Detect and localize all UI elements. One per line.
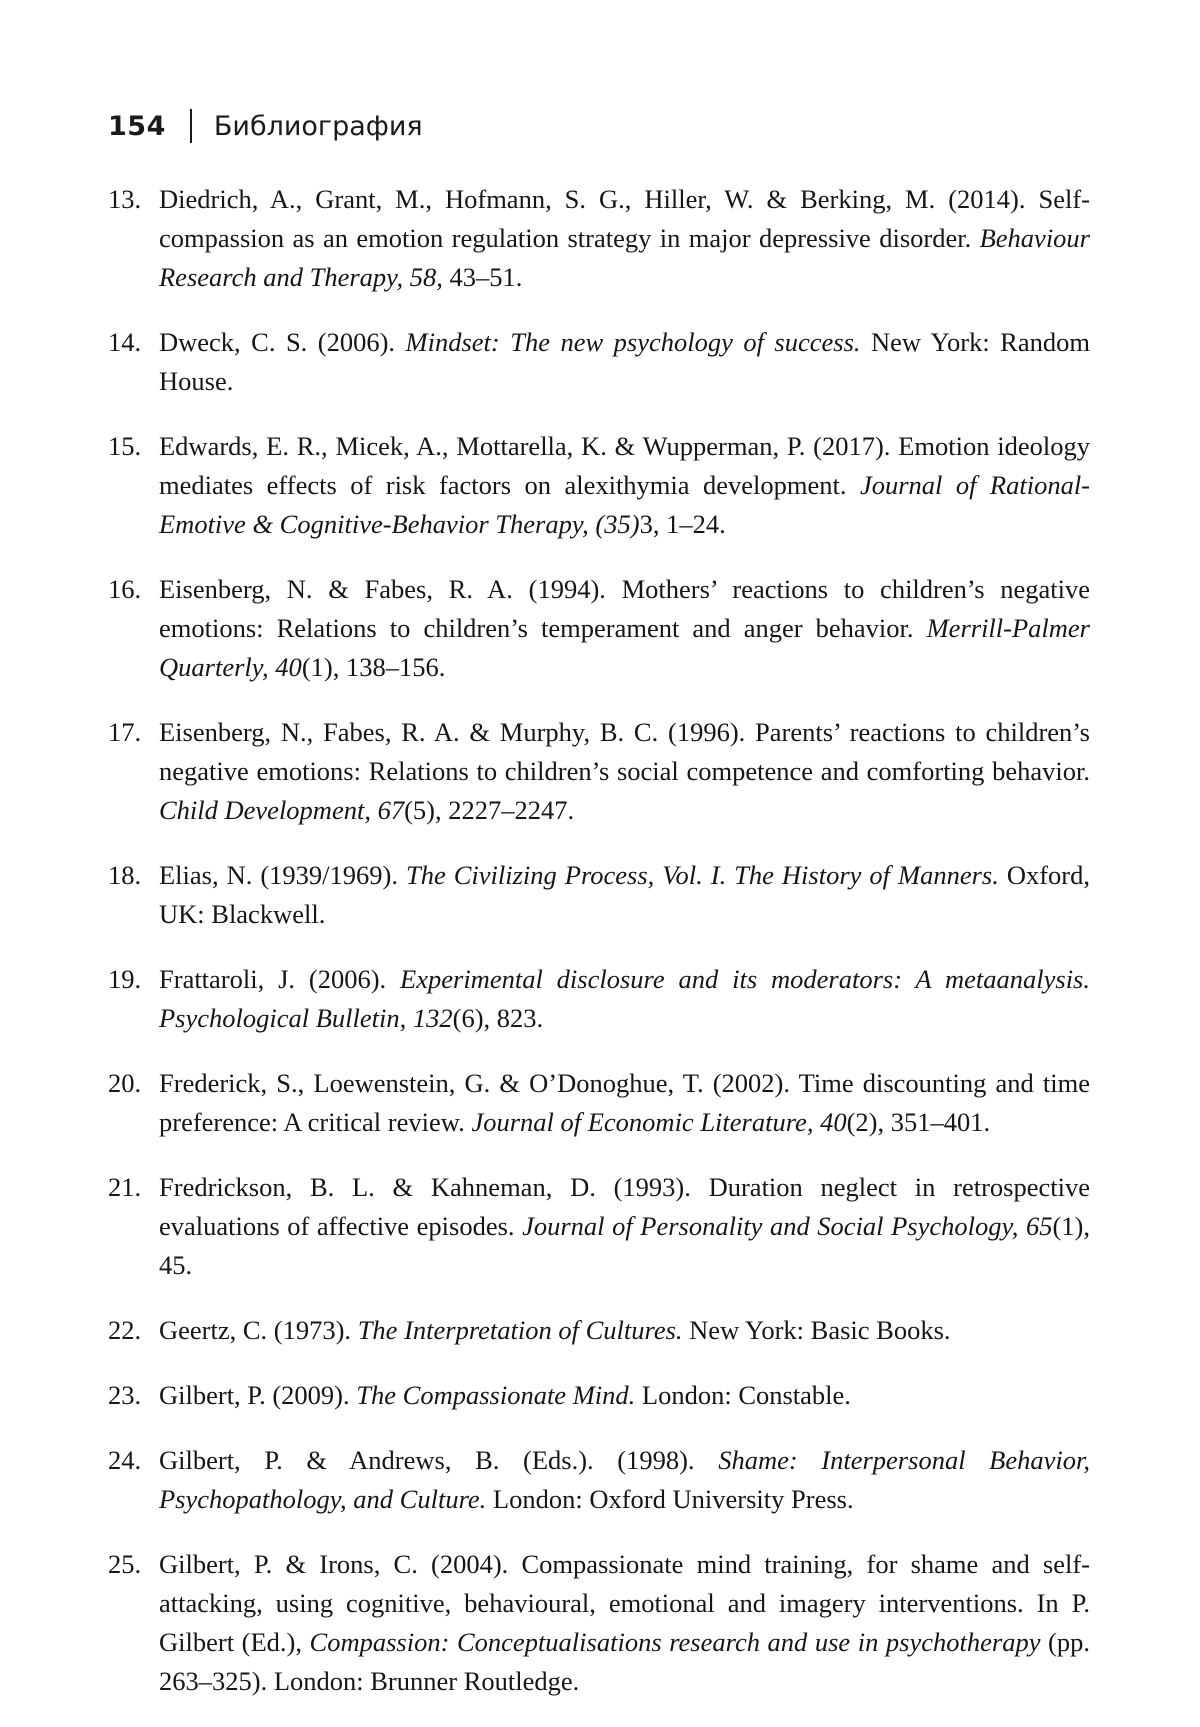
entry-segment: 43–51. (442, 262, 523, 292)
bibliography-entry (0, 1168, 1200, 1285)
entry-text (159, 1376, 1090, 1415)
entry-segment: Geertz, C. (1973). (159, 1315, 358, 1345)
entry-segment: New York: Basic Books. (682, 1315, 951, 1345)
entry-italic-segment: Compassion: Conceptualisations research and use in psychotherapy (309, 1627, 1041, 1657)
entry-text (159, 427, 1090, 544)
entry-number: 21. (108, 1172, 142, 1202)
entry-italic-segment: Experimental disclosure and its moderators: A metaanalysis. Psychological Bulletin, 132 (159, 964, 1090, 1033)
entry-number: 18. (108, 860, 142, 890)
entry-text (159, 960, 1090, 1038)
entry-italic-segment: Journal of Personality and Social Psychology, 65 (522, 1211, 1053, 1241)
bibliography-entry (0, 1441, 1200, 1519)
entry-text (159, 323, 1090, 401)
entry-number: 17. (108, 717, 142, 747)
entry-number: 19. (108, 964, 142, 994)
entry-italic-segment: The Civilizing Process, Vol. I. The History of Manners. (405, 860, 999, 890)
entry-segment: Frederick, S., Loewenstein, G. & O’Donoghue, T. (2002). Time discounting and time preference: A critical review. (159, 1068, 1090, 1137)
bibliography-entry (0, 713, 1200, 830)
entry-segment: (6), 823. (452, 1003, 544, 1033)
entry-segment: (5), 2227–2247. (404, 795, 575, 825)
entry-segment: New York: Random House. (159, 327, 1090, 396)
entry-italic-segment: Child Development, 67 (159, 795, 405, 825)
entry-segment: Gilbert, P. & Andrews, B. (Eds.). (1998). (159, 1445, 719, 1475)
entry-text (159, 856, 1090, 934)
entry-segment: (1), 138–156. (301, 652, 446, 682)
entry-number: 16. (108, 574, 142, 604)
entry-text (159, 1168, 1090, 1285)
entry-segment: (2), 351–401. (846, 1107, 991, 1137)
entry-text (159, 570, 1090, 687)
entry-segment: Frattaroli, J. (2006). (159, 964, 401, 994)
entry-segment: (pp. 263–325). London: Brunner Routledge. (159, 1627, 1090, 1696)
entry-segment: Elias, N. (1939/1969). (159, 860, 406, 890)
entry-segment: Gilbert, P. & Irons, C. (2004). Compassionate mind training, for shame and self-attacking, using cognitive, behavioural, emotional and imagery interventions. In P. Gilbert (Ed.), (159, 1549, 1090, 1657)
entry-segment: London: Oxford University Press. (486, 1484, 854, 1514)
entry-text (159, 713, 1090, 830)
entry-segment: Fredrickson, B. L. & Kahneman, D. (1993). Duration neglect in retrospective evaluations of affective episodes. (159, 1172, 1090, 1241)
entry-number: 20. (108, 1068, 142, 1098)
bibliography-entry (0, 1545, 1200, 1701)
entry-text (159, 1545, 1090, 1701)
bibliography-entry (0, 570, 1200, 687)
entry-segment: (1), 45. (159, 1211, 1091, 1280)
running-head (108, 104, 423, 148)
entry-segment: Diedrich, A., Grant, M., Hofmann, S. G., Hiller, W. & Berking, M. (2014). Self-compassion as an emotion regulation strategy in major depressive disorder. (159, 184, 1090, 253)
bibliography-list (0, 180, 1200, 1727)
entry-number: 15. (108, 431, 142, 461)
entry-segment: Eisenberg, N., Fabes, R. A. & Murphy, B. C. (1996). Parents’ reactions to children’s negative emotions: Relations to children’s social competence and comforting behavior. (159, 717, 1090, 786)
bibliography-entry (0, 1376, 1200, 1415)
entry-segment: Dweck, C. S. (2006). (159, 327, 406, 357)
bibliography-entry (0, 856, 1200, 934)
entry-segment: London: Constable. (635, 1380, 851, 1410)
bibliography-entry (0, 1064, 1200, 1142)
entry-italic-segment: Merrill-Palmer Quarterly, 40 (159, 613, 1090, 682)
entry-number: 13. (108, 184, 142, 214)
entry-text (159, 1441, 1090, 1519)
entry-number: 24. (108, 1445, 142, 1475)
entry-number: 14. (108, 327, 142, 357)
bibliography-entry (0, 180, 1200, 297)
entry-segment: Edwards, E. R., Micek, A., Mottarella, K. & Wupperman, P. (2017). Emotion ideology mediates effects of risk factors on alexithymia development. (159, 431, 1090, 500)
entry-text (159, 1311, 1090, 1350)
bibliography-entry (0, 427, 1200, 544)
entry-text (159, 180, 1090, 297)
entry-number: 23. (108, 1380, 142, 1410)
entry-segment: Oxford, UK: Blackwell. (159, 860, 1090, 929)
entry-italic-segment: Shame: Interpersonal Behavior, Psychopathology, and Culture. (159, 1445, 1091, 1514)
entry-segment: 3, 1–24. (639, 509, 726, 539)
header-divider (190, 109, 192, 143)
page-number: 154 (108, 110, 166, 142)
entry-italic-segment: The Interpretation of Cultures. (357, 1315, 683, 1345)
bibliography-entry (0, 323, 1200, 401)
entry-text (159, 1064, 1090, 1142)
entry-segment: Eisenberg, N. & Fabes, R. A. (1994). Mothers’ reactions to children’s negative emotions: Relations to children’s temperament and anger behavior. (159, 574, 1090, 643)
entry-number: 22. (108, 1315, 142, 1345)
entry-italic-segment: Behaviour Research and Therapy, 58, (159, 223, 1090, 292)
bibliography-entry (0, 1311, 1200, 1350)
section-title: Библиография (213, 110, 423, 142)
entry-italic-segment: Journal of Rational-Emotive & Cognitive-Behavior Therapy, (35) (159, 470, 1091, 539)
entry-segment: Gilbert, P. (2009). (159, 1380, 357, 1410)
bibliography-entry (0, 960, 1200, 1038)
entry-italic-segment: The Compassionate Mind. (356, 1380, 636, 1410)
entry-italic-segment: Journal of Economic Literature, 40 (471, 1107, 847, 1137)
entry-italic-segment: Mindset: The new psychology of success. (405, 327, 861, 357)
entry-number: 25. (108, 1549, 142, 1579)
